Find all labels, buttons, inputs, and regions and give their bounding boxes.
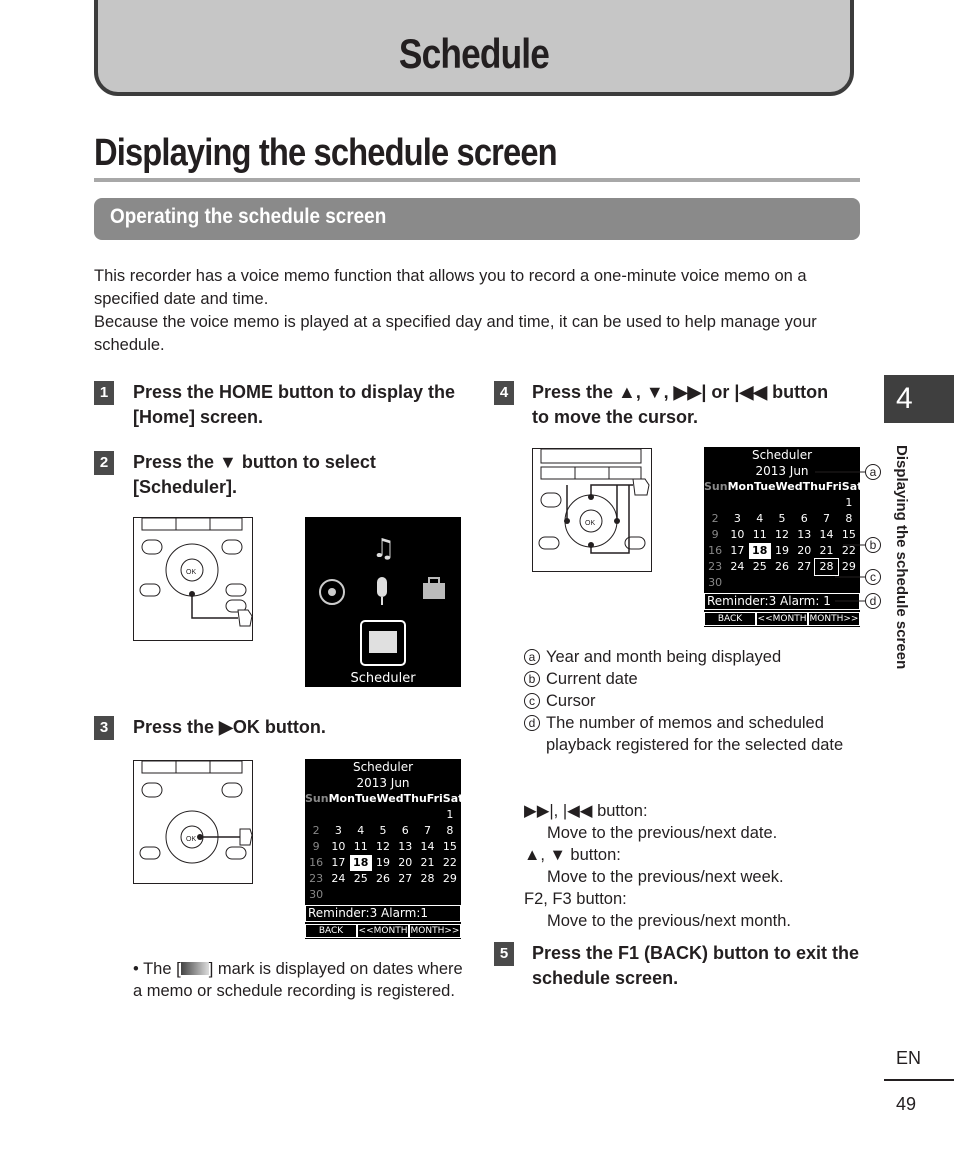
weekday-label: Tue [753,480,776,493]
calendar-cursor: 28 [815,559,837,575]
language-label: EN [896,1048,922,1068]
button-keys: ▲, ▼ button: [524,846,621,864]
current-date: 18 [749,543,771,559]
softkey-prev-month: <<MONTH [757,614,807,624]
recorder-illustration [532,448,652,572]
footer-rule [884,1079,954,1081]
chapter-tab-label: Displaying the schedule screen [893,445,910,670]
softkey-prev-month: <<MONTH [358,926,408,936]
scheduler-title: Scheduler [751,448,813,462]
weekday-label: Fri [426,792,443,805]
scheduler-month: 2013 Jun [755,464,809,478]
toolbox-icon [423,583,445,599]
home-screen [305,517,461,687]
weekday-label: Mon [727,480,754,493]
heading-rule [94,178,860,182]
softkey-next-month: MONTH>> [410,926,460,936]
recorder-buttons-icon [134,518,252,639]
weekday-label: Thu [403,792,427,805]
intro-paragraph: Because the voice memo is played at a specified day and time, it can be used to help manage your schedule. [94,313,817,354]
recorder-buttons-icon [134,761,252,882]
bullet: • [133,960,139,978]
current-date: 18 [350,855,372,871]
button-keys: F2, F3 button: [524,890,627,908]
scheduler-month: 2013 Jun [356,776,410,790]
callout-c: c [865,569,881,585]
weekday-label: Wed [376,792,404,805]
legend-item: c Cursor [524,690,860,712]
chapter-title: Schedule [398,30,550,77]
intro-paragraph: This recorder has a voice memo function that allows you to record a one-minute voice memo on a specified date and time. [94,267,807,308]
step-number: 1 [94,381,114,405]
recorder-illustration [133,517,253,641]
music-icon: ♫ [372,534,396,564]
step-number: 3 [94,716,114,740]
mic-icon [377,577,387,597]
step-text: Press the F1 (BACK) button to exit the schedule screen. [532,943,860,988]
mark-note-before: The [ [143,960,181,978]
weekday-label: Mon [328,792,355,805]
legend-item: a Year and month being displayed [524,646,860,668]
callout-b: b [865,537,881,553]
weekday-label: Fri [825,480,842,493]
button-desc: Move to the previous/next date. [547,824,778,842]
weekday-label: Sun [305,792,329,805]
weekday-label: Sun [704,480,728,493]
section-heading: Displaying the schedule screen [94,132,557,174]
home-icons [305,517,461,667]
svg-text:OK: OK [585,520,596,527]
mark-note-after: ] mark is displayed on dates where a memo or schedule recording is registered. [133,960,463,1000]
recorder-buttons-icon [533,449,651,570]
step-text: Press the ▶OK button. [133,717,326,737]
svg-text:OK: OK [186,569,197,576]
mark-note [133,958,463,1002]
calendar-grid: 1 2 3 4 5 6 7 8 9 10 11 12 13 14 15 16 17 18 19 20 21 22 23 24 25 26 27 28 29 30 [309,808,457,901]
legend-item: d The number of memos and scheduled playback registered for the selected date [524,712,860,756]
intro-text [94,265,854,357]
weekday-header [305,791,464,807]
step-number: 2 [94,451,114,475]
step-text: Press the ▼ button to select [Scheduler]. [133,452,376,497]
softkey-back: BACK [704,612,756,626]
weekday-label: Sat [442,792,464,805]
step-number: 5 [494,942,514,966]
softkey-back: BACK [305,924,357,938]
softkey-bar [305,924,461,938]
page-number: 49 [896,1094,917,1114]
step-text: Press the HOME button to display the [Home] screen. [133,382,456,427]
reminder-status: Reminder:3 Alarm: 1 [704,593,860,610]
svg-text:OK: OK [186,836,197,843]
callout-a: a [865,464,881,480]
reminder-status: Reminder:3 Alarm:1 [305,905,461,922]
recorder-illustration [133,760,253,884]
weekday-label: Wed [775,480,803,493]
scheduler-screen [305,759,464,939]
subheading: Operating the schedule screen [110,205,387,228]
button-descriptions [524,800,860,932]
button-keys: ▶▶|, |◀◀ button: [524,802,648,820]
scheduler-title: Scheduler [352,760,414,774]
step-text: Press the ▲, ▼, ▶▶| or |◀◀ button to move the cursor. [532,382,829,427]
home-label: Scheduler [350,671,416,686]
weekday-label: Thu [802,480,826,493]
callout-legend [524,646,860,756]
calendar-grid: 1 2 3 4 5 6 7 8 9 10 11 12 13 14 15 16 17 18 19 20 21 22 23 24 25 26 27 28 29 30 [708,496,856,589]
button-desc: Move to the previous/next month. [547,912,791,930]
weekday-label: Tue [354,792,377,805]
weekday-label: Sat [841,480,863,493]
softkey-next-month: MONTH>> [809,614,859,624]
memo-mark-icon [181,962,209,975]
step-number: 4 [494,381,514,405]
chapter-tab: 4 [884,375,954,423]
callout-d: d [865,593,881,609]
button-desc: Move to the previous/next week. [547,868,784,886]
legend-item: b Current date [524,668,860,690]
